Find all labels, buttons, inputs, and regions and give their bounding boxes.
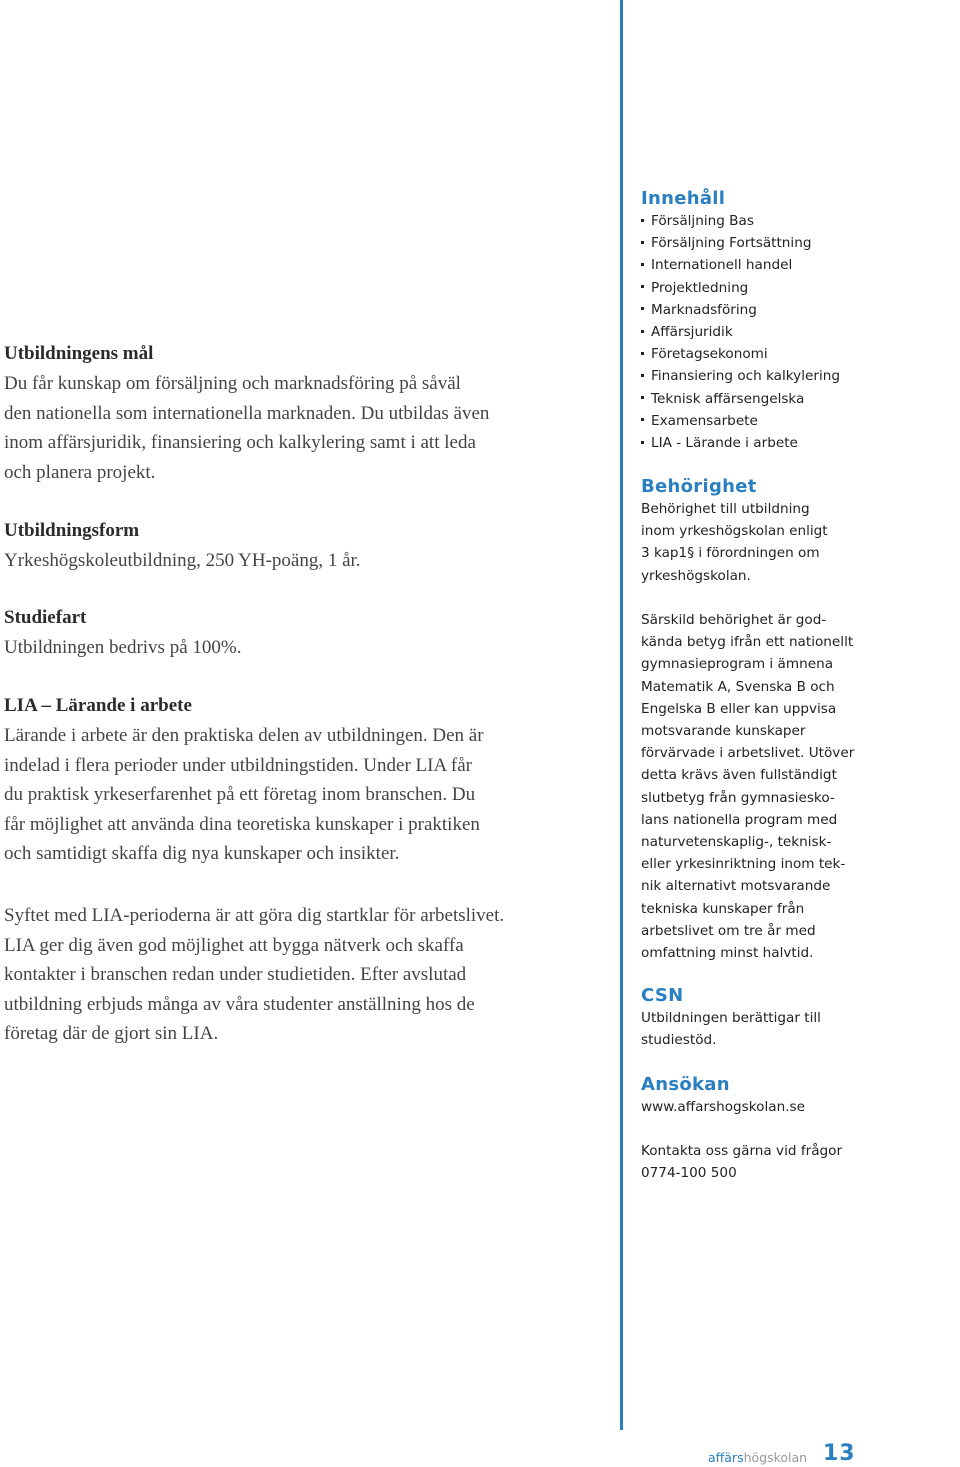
sarskild-line: naturvetenskaplig-, teknisk- xyxy=(641,834,832,851)
syfte-line: LIA ger dig även god möjlighet att bygga nätverk och skaffa xyxy=(4,934,464,956)
sarskild-line: omfattning minst halvtid. xyxy=(641,945,814,962)
list-item: Teknisk affärsengelska xyxy=(641,388,941,410)
mal-line: den nationella som internationella marknaden. Du utbildas även xyxy=(4,402,490,424)
bullet-icon xyxy=(641,396,644,399)
sarskild-line: förvärvade i arbetslivet. Utöver xyxy=(641,745,855,762)
behorighet-line: yrkeshögskolan. xyxy=(641,567,751,584)
bullet-icon xyxy=(641,441,644,444)
heading-utbildningens-mal: Utbildningens mål xyxy=(4,343,154,364)
sarskild-line: nik alternativt motsvarande xyxy=(641,878,831,895)
section-behorighet xyxy=(641,476,941,587)
list-item: Försäljning Fortsättning xyxy=(641,232,941,254)
bullet-icon xyxy=(641,352,644,355)
list-item: LIA - Lärande i arbete xyxy=(641,432,941,454)
bullet-icon xyxy=(641,418,644,421)
sarskild-line: Särskild behörighet är god- xyxy=(641,612,827,628)
sarskild-line: kända betyg ifrån ett nationellt xyxy=(641,634,854,651)
sarskild-line: Matematik A, Svenska B och xyxy=(641,678,835,695)
page-footer xyxy=(708,1441,856,1466)
section-utbildningsform xyxy=(4,519,594,576)
csn-line: studiestöd. xyxy=(641,1032,717,1049)
lia-line: du praktisk yrkeserfarenhet på ett företag inom branschen. Du xyxy=(4,784,476,805)
section-lia xyxy=(4,694,594,869)
innehall-list xyxy=(641,210,941,454)
sarskild-line: Engelska B eller kan uppvisa xyxy=(641,700,837,717)
kontakt-text: Kontakta oss gärna vid frågor xyxy=(641,1143,843,1159)
list-item: Examensarbete xyxy=(641,410,941,432)
brand-logo: affärshögskolan xyxy=(708,1450,808,1465)
heading-studiefart: Studiefart xyxy=(4,607,87,628)
heading-ansokan: Ansökan xyxy=(641,1074,730,1095)
list-item: Försäljning Bas xyxy=(641,210,941,232)
bullet-icon xyxy=(641,285,644,288)
lia-line: och samtidigt skaffa dig nya kunskaper och insikter. xyxy=(4,843,400,864)
heading-lia: LIA – Lärande i arbete xyxy=(4,695,192,716)
mal-line: inom affärsjuridik, finansiering och kalkylering samt i att leda xyxy=(4,432,476,453)
mal-line: och planera projekt. xyxy=(4,461,156,483)
lia-line: Lärande i arbete är den praktiska delen av utbildningen. Den är xyxy=(4,725,484,746)
syfte-line: Syftet med LIA-perioderna är att göra dig startklar för arbetslivet. xyxy=(4,905,505,926)
section-sarskild-behorighet xyxy=(641,609,941,964)
bullet-icon xyxy=(641,330,644,333)
list-item: Internationell handel xyxy=(641,254,941,276)
mal-line: Du får kunskap om försäljning och marknadsföring på såväl xyxy=(4,373,461,394)
section-syfte xyxy=(4,901,594,1049)
column-divider-line xyxy=(620,0,623,1430)
behorighet-line: Behörighet till utbildning xyxy=(641,501,810,517)
bullet-icon xyxy=(641,307,644,310)
bullet-icon xyxy=(641,374,644,377)
behorighet-line: 3 kap1§ i förordningen om xyxy=(641,545,820,562)
list-item: Finansiering och kalkylering xyxy=(641,365,941,387)
csn-line: Utbildningen berättigar till xyxy=(641,1010,821,1026)
sarskild-line: detta krävs även fullständigt xyxy=(641,767,837,784)
sarskild-line: arbetslivet om tre år med xyxy=(641,922,816,939)
heading-utbildningsform: Utbildningsform xyxy=(4,520,140,541)
sarskild-line: motsvarande kunskaper xyxy=(641,723,806,740)
page-number: 13 xyxy=(823,1441,856,1466)
heading-innehall: Innehåll xyxy=(641,188,726,209)
section-utbildningens-mal xyxy=(4,342,594,487)
section-ansokan xyxy=(641,1074,941,1118)
list-item: Marknadsföring xyxy=(641,299,941,321)
bullet-icon xyxy=(641,219,644,222)
section-innehall xyxy=(641,188,941,454)
syfte-line: kontakter i branschen redan under studietiden. Efter avslutad xyxy=(4,964,467,985)
section-csn xyxy=(641,985,941,1051)
utbildningsform-text: Yrkeshögskoleutbildning, 250 YH-poäng, 1 år. xyxy=(4,550,361,571)
sarskild-line: eller yrkesinriktning inom tek- xyxy=(641,856,846,873)
syfte-line: utbildning erbjuds många av våra studenter anställning hos de xyxy=(4,993,475,1015)
list-item: Affärsjuridik xyxy=(641,321,941,343)
sarskild-line: slutbetyg från gymnasiesko- xyxy=(641,789,835,806)
heading-csn: CSN xyxy=(641,985,684,1006)
bullet-icon xyxy=(641,263,644,266)
studiefart-text: Utbildningen bedrivs på 100%. xyxy=(4,637,242,658)
phone-number: 0774-100 500 xyxy=(641,1165,737,1182)
behorighet-line: inom yrkeshögskolan enligt xyxy=(641,523,828,540)
lia-line: får möjlighet att använda dina teoretiska kunskaper i praktiken xyxy=(4,813,480,835)
section-studiefart xyxy=(4,606,594,663)
lia-line: indelad i flera perioder under utbildningstiden. Under LIA får xyxy=(4,754,472,776)
list-item: Projektledning xyxy=(641,277,941,299)
list-item: Företagsekonomi xyxy=(641,343,941,365)
bullet-icon xyxy=(641,241,644,244)
heading-behorighet: Behörighet xyxy=(641,476,757,497)
website-link[interactable]: www.affarshogskolan.se xyxy=(641,1099,805,1115)
section-kontakt xyxy=(641,1140,941,1184)
sarskild-line: lans nationella program med xyxy=(641,811,838,828)
sarskild-line: tekniska kunskaper från xyxy=(641,900,805,917)
sarskild-line: gymnasieprogram i ämnena xyxy=(641,656,834,673)
syfte-line: företag där de gjort sin LIA. xyxy=(4,1023,219,1044)
